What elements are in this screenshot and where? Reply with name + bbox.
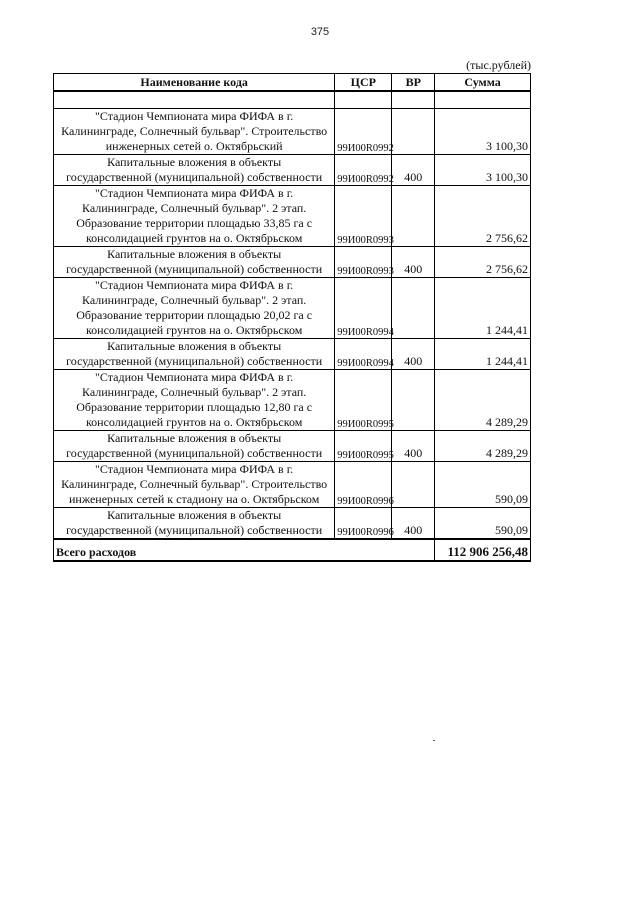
- row-name-line: Калининграде, Солнечный бульвар". 2 этап.: [81, 293, 307, 307]
- spacer-row: [54, 91, 531, 109]
- row-name-cell: [54, 431, 335, 462]
- row-name-cell: [54, 247, 335, 278]
- row-vr-cell: [392, 278, 435, 339]
- row-name-cell: [54, 370, 335, 431]
- row-name-line: Калининграде, Солнечный бульвар". Строительство: [61, 124, 328, 138]
- row-vr-cell: [392, 370, 435, 431]
- row-sum-cell: 4 289,29: [435, 431, 531, 462]
- spacer-cell: [335, 91, 392, 109]
- row-name-line: Капитальные вложения в объекты: [107, 155, 282, 169]
- row-vr-cell: 400: [392, 155, 435, 186]
- row-name-line: "Стадион Чемпионата мира ФИФА в г.: [95, 186, 294, 200]
- row-name-line: Образование территории площадью 12,80 га с: [76, 400, 313, 414]
- table-body: [54, 91, 531, 539]
- row-name-line: Капитальные вложения в объекты: [107, 431, 282, 445]
- table-row: [54, 462, 531, 508]
- row-name-line: государственной (муниципальной) собственности: [66, 262, 323, 276]
- table-row: [54, 370, 531, 431]
- row-name-line: Капитальные вложения в объекты: [107, 247, 282, 261]
- header-csr: ЦСР: [335, 74, 392, 92]
- table-row: [54, 339, 531, 370]
- row-name-cell: [54, 462, 335, 508]
- row-vr-cell: 400: [392, 247, 435, 278]
- table-row: [54, 508, 531, 540]
- page-number: 375: [310, 26, 330, 38]
- row-sum-cell: 3 100,30: [435, 155, 531, 186]
- row-name-line: Образование территории площадью 20,02 га с: [76, 308, 313, 322]
- header-sum: Сумма: [435, 74, 531, 92]
- budget-table: [53, 73, 531, 562]
- row-name-line: инженерных сетей о. Октябрьский: [105, 139, 283, 153]
- row-name-line: Калининграде, Солнечный бульвар". Строительство: [61, 477, 328, 491]
- row-name-line: государственной (муниципальной) собственности: [66, 523, 323, 537]
- table-row: [54, 278, 531, 339]
- row-csr-cell: 99И00R0995: [335, 370, 392, 431]
- row-name-cell: [54, 109, 335, 155]
- row-name-line: "Стадион Чемпионата мира ФИФА в г.: [95, 278, 294, 292]
- row-csr-cell: 99И00R0995: [335, 431, 392, 462]
- row-name-line: Калининграде, Солнечный бульвар". 2 этап.: [81, 201, 307, 215]
- row-sum-cell: 4 289,29: [435, 370, 531, 431]
- row-name-line: "Стадион Чемпионата мира ФИФА в г.: [95, 462, 294, 476]
- row-name-line: консолидацией грунтов на о. Октябрьском: [85, 415, 303, 429]
- row-vr-cell: 400: [392, 508, 435, 540]
- row-name-line: "Стадион Чемпионата мира ФИФА в г.: [95, 370, 294, 384]
- row-vr-cell: [392, 462, 435, 508]
- table-row: [54, 431, 531, 462]
- table-row: [54, 155, 531, 186]
- header-name: Наименование кода: [54, 74, 335, 92]
- row-vr-cell: 400: [392, 431, 435, 462]
- row-name-line: "Стадион Чемпионата мира ФИФА в г.: [95, 109, 294, 123]
- row-csr-cell: 99И00R0992: [335, 109, 392, 155]
- total-row: [54, 539, 531, 561]
- row-sum-cell: 2 756,62: [435, 186, 531, 247]
- row-name-cell: [54, 339, 335, 370]
- row-name-line: консолидацией грунтов на о. Октябрьском: [85, 231, 303, 245]
- row-name-cell: [54, 186, 335, 247]
- scan-speck: [433, 740, 435, 741]
- row-csr-cell: 99И00R0993: [335, 186, 392, 247]
- row-sum-cell: 3 100,30: [435, 109, 531, 155]
- row-csr-cell: 99И00R0993: [335, 247, 392, 278]
- row-name-line: государственной (муниципальной) собственности: [66, 446, 323, 460]
- units-label: (тыс.рублей): [466, 58, 531, 72]
- row-name-line: инженерных сетей к стадиону на о. Октябрьском: [68, 492, 320, 506]
- spacer-cell: [435, 91, 531, 109]
- header-vr: ВР: [392, 74, 435, 92]
- spacer-cell: [392, 91, 435, 109]
- row-sum-cell: 1 244,41: [435, 278, 531, 339]
- row-vr-cell: [392, 186, 435, 247]
- row-name-line: Образование территории площадью 33,85 га с: [76, 216, 313, 230]
- row-name-cell: [54, 278, 335, 339]
- row-name-cell: [54, 155, 335, 186]
- row-name-line: Калининграде, Солнечный бульвар". 2 этап.: [81, 385, 307, 399]
- table-row: [54, 109, 531, 155]
- row-sum-cell: 1 244,41: [435, 339, 531, 370]
- row-name-line: Капитальные вложения в объекты: [107, 339, 282, 353]
- row-name-line: Капитальные вложения в объекты: [107, 508, 282, 522]
- row-csr-cell: 99И00R0996: [335, 508, 392, 540]
- row-name-line: консолидацией грунтов на о. Октябрьском: [85, 323, 303, 337]
- table-row: [54, 186, 531, 247]
- row-csr-cell: 99И00R0992: [335, 155, 392, 186]
- row-vr-cell: 400: [392, 339, 435, 370]
- row-vr-cell: [392, 109, 435, 155]
- row-sum-cell: 590,09: [435, 462, 531, 508]
- row-sum-cell: 2 756,62: [435, 247, 531, 278]
- row-name-cell: [54, 508, 335, 540]
- row-csr-cell: 99И00R0994: [335, 278, 392, 339]
- total-label: Всего расходов: [54, 539, 435, 561]
- row-csr-cell: 99И00R0996: [335, 462, 392, 508]
- table-header-row: [54, 74, 531, 92]
- row-name-line: государственной (муниципальной) собственности: [66, 354, 323, 368]
- total-sum: 112 906 256,48: [435, 539, 531, 561]
- row-csr-cell: 99И00R0994: [335, 339, 392, 370]
- row-sum-cell: 590,09: [435, 508, 531, 540]
- row-name-line: государственной (муниципальной) собственности: [66, 170, 323, 184]
- table-row: [54, 247, 531, 278]
- spacer-cell: [54, 91, 335, 109]
